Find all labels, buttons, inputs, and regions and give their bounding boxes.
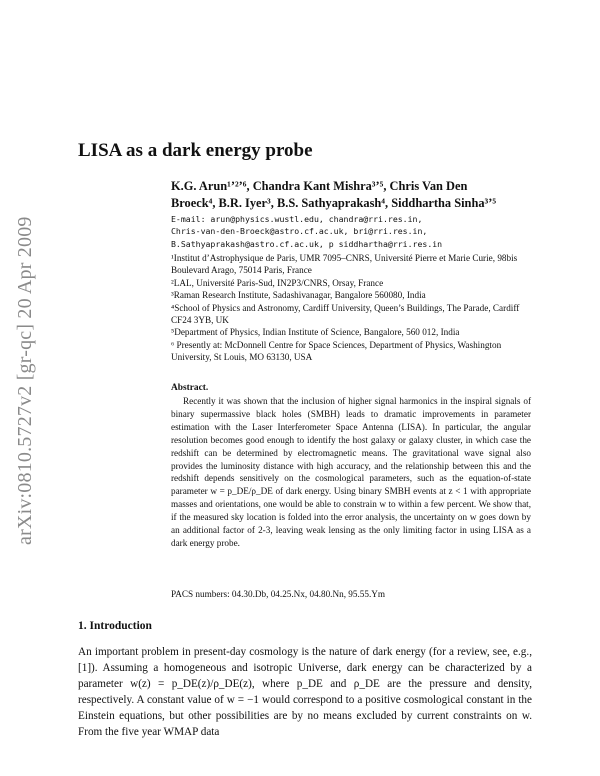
paper-title: LISA as a dark energy probe [78,140,313,161]
email-line-1: E-mail: arun@physics.wustl.edu, chandra@rri.res.in, [171,214,423,224]
abstract-text: Recently it was shown that the inclusion of higher signal harmonics in the inspiral signals of binary supermassive black holes (SMBH) leads to dramatic improvements in parameter estimation with the Laser Interferometer Space Antenna (LISA). In particular, the angular resolution becomes good enough to identify the host galaxy or galaxy cluster, in which case the redshift can be determined by electromagnetic means. The gravitational wave signal also provides the luminosity distance with high accuracy, and the relationship between this and the redshift depends sensitively on the cosmological parameters, such as the equation-of-state parameter w = p_DE/ρ_DE of dark energy. Using binary SMBH events at z < 1 with appropriate masses and orientations, one would be able to constrain w to within a few percent. We show that, if the measured sky location is folded into the error analysis, the uncertainty on w goes down by an additional factor of 2-3, leaving weak lensing as the only limiting factor in using LISA as a dark energy probe. [171,396,531,548]
author-line-2: Broeck⁴, B.R. Iyer³, B.S. Sathyaprakash⁴, Siddhartha Sinha³ʼ⁵ [171,196,497,210]
email-line-2: Chris-van-den-Broeck@astro.cf.ac.uk, bri@rri.res.in, [171,226,428,237]
introduction-paragraph: An important problem in present-day cosmology is the nature of dark energy (for a review, see, e.g., [1]). Assuming a homogeneous and isotropic Universe, dark energy can be characterized by a parameter w(z) = p_DE(z)/ρ_DE(z), where p_DE and ρ_DE are the pressure and density, respectively. A constant value of w = −1 would correspond to a positive cosmological constant in the Einstein equations, but other possibilities are by no means excluded by current constraints on w. From the five year WMAP data [78,646,532,738]
abstract-heading: Abstract. [171,383,209,393]
affiliation-4: ⁴School of Physics and Astronomy, Cardiff University, Queen’s Buildings, The Parade, Cardiff CF24 3YB, UK [171,302,520,326]
affiliation-list [171,252,541,364]
affiliation-6: ⁶ Presently at: McDonnell Centre for Space Sciences, Department of Physics, Washington University, St Louis, MO 63130, USA [171,339,502,363]
section-heading-introduction: 1. Introduction [78,620,152,632]
affiliation-5: ⁵Department of Physics, Indian Institute of Science, Bangalore, 560 012, India [171,327,460,338]
author-list [171,178,531,212]
arxiv-identifier-stamp: arXiv:0810.5727v2 [gr-qc] 20 Apr 2009 [14,216,36,545]
pacs-numbers: PACS numbers: 04.30.Db, 04.25.Nx, 04.80.Nn, 95.55.Ym [171,589,386,599]
affiliation-2: ²LAL, Université Paris-Sud, IN2P3/CNRS, Orsay, France [171,277,384,288]
affiliation-1: ¹Institut d’Astrophysique de Paris, UMR 7095–CNRS, Université Pierre et Marie Curie, 98bis Boulevard Arago, 75014 Paris, France [171,253,518,276]
affiliation-3: ³Raman Research Institute, Sadashivanagar, Bangalore 560080, India [171,290,426,301]
author-line-1: K.G. Arun¹ʼ²ʼ⁶, Chandra Kant Mishra³ʼ⁵, Chris Van Den [171,179,468,193]
email-block [171,213,442,250]
email-line-3: B.Sathyaprakash@astro.cf.ac.uk, p siddhartha@rri.res.in [171,238,443,249]
